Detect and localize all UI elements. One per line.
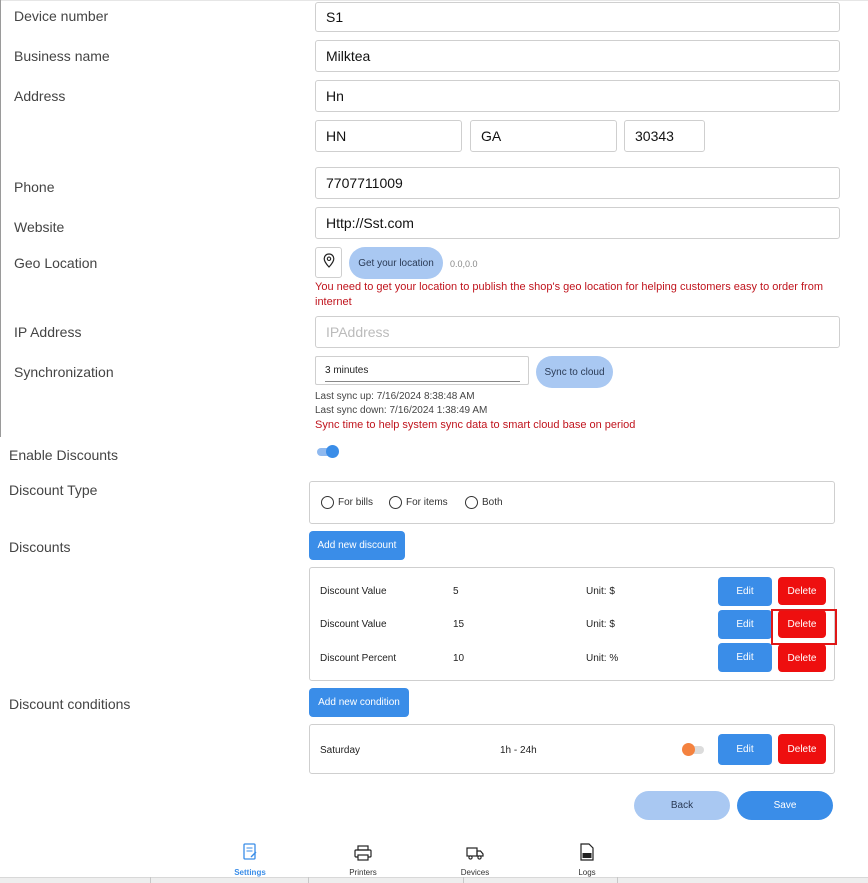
- bottom-divider: [463, 877, 464, 883]
- synchronization-label: Synchronization: [14, 364, 114, 380]
- sync-interval-select[interactable]: [315, 356, 529, 385]
- edit-discount-button[interactable]: Edit: [718, 577, 772, 606]
- nav-printers-label: Printers: [349, 868, 377, 877]
- geo-warning: You need to get your location to publish the shop's geo location for helping customers easy to order from internet: [315, 281, 824, 308]
- location-pin-button[interactable]: [315, 247, 342, 278]
- ip-address-input[interactable]: IPAddress: [315, 316, 840, 348]
- nav-settings[interactable]: [215, 843, 285, 877]
- ip-address-label: IP Address: [14, 324, 82, 340]
- selection-highlight: [771, 609, 837, 645]
- edit-discount-button[interactable]: Edit: [718, 643, 772, 672]
- state-input[interactable]: GA: [470, 120, 617, 152]
- discount-type-group: [309, 481, 835, 524]
- radio-for-items-label: For items: [406, 497, 448, 508]
- radio-both-label: Both: [482, 497, 503, 508]
- nav-logs-label: Logs: [578, 868, 596, 877]
- bottom-divider: [150, 877, 151, 883]
- select-underline: [325, 381, 520, 382]
- city-input[interactable]: HN: [315, 120, 462, 152]
- discount-value: 10: [453, 653, 465, 664]
- printer-icon: [328, 845, 398, 866]
- sync-interval-value: 3 minutes: [325, 365, 369, 376]
- phone-input[interactable]: 7707711009: [315, 167, 840, 199]
- geo-coordinates: 0.0,0.0: [450, 259, 478, 269]
- truck-icon: [440, 845, 510, 866]
- delete-discount-button[interactable]: Delete: [778, 577, 826, 605]
- discount-value: 5: [453, 586, 459, 597]
- top-divider: [0, 0, 868, 1]
- discount-value: 15: [453, 619, 465, 630]
- log-file-icon: [552, 843, 622, 866]
- last-sync-down: Last sync down: 7/16/2024 1:38:49 AM: [315, 405, 488, 416]
- nav-settings-label: Settings: [234, 868, 266, 877]
- enable-discounts-toggle[interactable]: [316, 444, 340, 460]
- bottom-scrollbar-area: [0, 877, 868, 883]
- toggle-knob: [682, 743, 695, 756]
- bottom-divider: [308, 877, 309, 883]
- discount-type-label: Discount Type: [9, 482, 98, 498]
- sync-to-cloud-button[interactable]: Sync to cloud: [536, 356, 613, 388]
- back-button[interactable]: Back: [634, 791, 730, 820]
- discounts-label: Discounts: [9, 539, 71, 555]
- map-pin-icon: [323, 253, 335, 273]
- radio-for-items[interactable]: [389, 496, 402, 509]
- address-label: Address: [14, 88, 66, 104]
- last-sync-up: Last sync up: 7/16/2024 8:38:48 AM: [315, 391, 475, 402]
- website-label: Website: [14, 219, 65, 235]
- sync-note: Sync time to help system sync data to smart cloud base on period: [315, 419, 636, 431]
- phone-label: Phone: [14, 179, 55, 195]
- discount-unit: Unit: %: [586, 653, 619, 664]
- nav-devices-label: Devices: [460, 868, 490, 877]
- business-name-input[interactable]: Milktea: [315, 40, 840, 72]
- delete-condition-button[interactable]: Delete: [778, 734, 826, 764]
- device-number-label: Device number: [14, 8, 109, 24]
- edit-condition-button[interactable]: Edit: [718, 734, 772, 765]
- device-number-input[interactable]: S1: [315, 2, 840, 32]
- business-name-label: Business name: [14, 48, 110, 64]
- delete-discount-button[interactable]: Delete: [778, 644, 826, 672]
- condition-toggle[interactable]: [681, 742, 705, 758]
- discount-unit: Unit: $: [586, 586, 615, 597]
- discount-name: Discount Value: [320, 619, 387, 630]
- add-condition-button[interactable]: Add new condition: [309, 688, 409, 717]
- address-input[interactable]: Hn: [315, 80, 840, 112]
- settings-doc-icon: [215, 843, 285, 866]
- get-location-button[interactable]: Get your location: [349, 247, 443, 279]
- condition-hours: 1h - 24h: [500, 745, 537, 756]
- bottom-divider: [617, 877, 618, 883]
- nav-devices[interactable]: [440, 845, 510, 877]
- discount-name: Discount Percent: [320, 653, 397, 664]
- save-button[interactable]: Save: [737, 791, 833, 820]
- radio-for-bills[interactable]: [321, 496, 334, 509]
- nav-printers[interactable]: [328, 845, 398, 877]
- left-divider: [0, 0, 1, 437]
- radio-for-bills-label: For bills: [338, 497, 374, 508]
- delete-discount-button[interactable]: Delete: [778, 610, 826, 638]
- toggle-knob: [326, 445, 339, 458]
- edit-discount-button[interactable]: Edit: [718, 610, 772, 639]
- discount-name: Discount Value: [320, 586, 387, 597]
- discount-conditions-label: Discount conditions: [9, 696, 131, 712]
- add-discount-button[interactable]: Add new discount: [309, 531, 405, 560]
- zip-input[interactable]: 30343: [624, 120, 705, 152]
- radio-both[interactable]: [465, 496, 478, 509]
- discount-unit: Unit: $: [586, 619, 615, 630]
- website-input[interactable]: Http://Sst.com: [315, 207, 840, 239]
- geo-location-label: Geo Location: [14, 255, 98, 271]
- nav-logs[interactable]: [552, 843, 622, 877]
- enable-discounts-label: Enable Discounts: [9, 447, 118, 463]
- condition-day: Saturday: [320, 745, 361, 756]
